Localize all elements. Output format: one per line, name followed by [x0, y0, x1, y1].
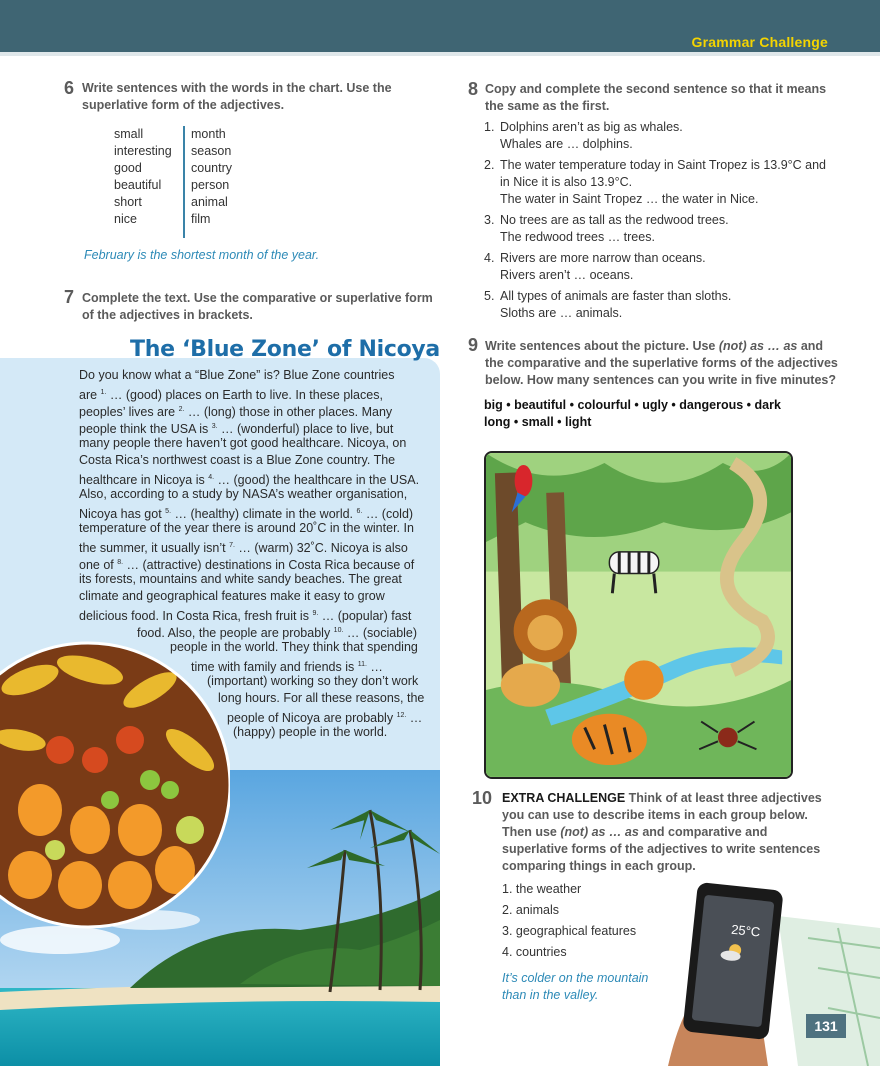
adjective: short: [114, 195, 142, 209]
list-item: 3. No trees are as tall as the redwood trees. The redwood trees … trees.: [484, 213, 729, 244]
article-line: time with family and friends is $^{11.}$ …: [191, 660, 383, 674]
chart-divider: [183, 126, 185, 238]
exercise-7-instruction: Complete the text. Use the comparative or superlative form of the adjectives in brackets.: [82, 291, 433, 322]
article-line: (important) working so they don’t work: [207, 674, 419, 688]
list-item: 4. Rivers are more narrow than oceans. Rivers aren’t … oceans.: [484, 251, 706, 282]
exercise-6-example: February is the shortest month of the year.: [84, 248, 320, 262]
article-line: healthcare in Nicoya is $^{4.}$ … (good) the healthcare in the USA.: [79, 473, 420, 487]
article-line: (happy) people in the world.: [233, 725, 388, 739]
exercise-8-instruction: Copy and complete the second sentence so that it means the same as the first.: [485, 82, 827, 113]
article-line: people think the USA is $^{3.}$ … (wonderful) place to live, but: [79, 422, 394, 436]
article-line: climate and geographical features make it easy to grow: [79, 589, 385, 603]
noun-column: [191, 126, 232, 228]
noun: month: [191, 127, 226, 141]
exercise-8-list: [484, 119, 826, 326]
article-line: people of Nicoya are probably $^{12.}$ …: [227, 711, 423, 725]
article-line: the summer, it usually isn’t $^{7.}$ … (warm) 32˚C. Nicoya is also: [79, 541, 408, 555]
adjective: interesting: [114, 144, 172, 158]
adjective: small: [114, 127, 144, 141]
article-line: one of $^{8.}$ … (attractive) destinations in Costa Rica because of: [79, 558, 415, 572]
article-line: Do you know what a “Blue Zone” is? Blue Zone countries: [79, 368, 395, 382]
list-item: 2. animals: [502, 903, 559, 917]
exercise-10-example: It’s colder on the mountain than in the valley.: [502, 971, 649, 1002]
exercise-9-number: 9: [468, 335, 479, 355]
article-line: Costa Rica’s northwest coast is a Blue Zone country. The: [79, 453, 396, 467]
noun: country: [191, 161, 232, 175]
exercise-6-instruction: Write sentences with the words in the chart. Use the superlative form of the adjectives.: [82, 81, 392, 112]
adjective-word-list: big • beautiful • colourful • ugly • dangerous • dark long • small • light: [484, 398, 781, 429]
list-item: 2. The water temperature today in Saint Tropez is 13.9°C and in Nice it is also 13.9°C. The water in Saint Tropez … the water in Nice.: [484, 158, 827, 206]
list-item: 1. Dolphins aren’t as big as whales. Whales are … dolphins.: [484, 120, 683, 151]
noun: film: [191, 212, 211, 226]
article-line: are $^{1.}$ … (good) places on Earth to live. In these places,: [79, 388, 383, 402]
article-line: peoples’ lives are $^{2.}$ … (long) those in other places. Many: [79, 405, 393, 419]
phone-temperature: 25°C: [730, 921, 761, 940]
list-item: 1. the weather: [502, 882, 582, 896]
adjective: good: [114, 161, 142, 175]
section-title: Grammar Challenge: [691, 34, 828, 50]
page-number: 131: [806, 1014, 846, 1038]
article-line: Nicoya has got $^{5.}$ … (healthy) climate in the world. $^{6.}$ … (cold): [79, 507, 414, 521]
weather-phone-photo: [668, 868, 880, 1066]
list-item: 3. geographical features: [502, 924, 637, 938]
word-chart: [114, 126, 274, 238]
article-line: delicious food. In Costa Rica, fresh fruit is $^{9.}$ … (popular) fast: [79, 609, 412, 623]
exercise-6-number: 6: [64, 78, 75, 98]
fruit-photo: [0, 640, 230, 930]
article-line: many people there haven’t got good healthcare. Nicoya, on: [79, 436, 407, 450]
article-title: The ‘Blue Zone’ of Nicoya: [130, 337, 440, 362]
exercise-10-instruction: EXTRA CHALLENGE Think of at least three adjectives you can use to describe items in each group below. Then use (not) as … as and comparative and superlative forms of the adjectives to write sentences comparing things in each group.: [502, 791, 822, 873]
exercise-7-number: 7: [64, 287, 75, 307]
article-line: long hours. For all these reasons, the: [218, 691, 425, 705]
noun: animal: [191, 195, 228, 209]
article-line: food. Also, the people are probably $^{10.}$ … (sociable): [137, 626, 418, 640]
adjective: nice: [114, 212, 137, 226]
exercise-10-number: 10: [472, 788, 493, 808]
article-line: its forests, mountains and white sandy beaches. The great: [79, 572, 402, 586]
article-line: people in the world. They think that spending: [170, 640, 418, 654]
jungle-illustration: [484, 451, 793, 779]
noun: person: [191, 178, 230, 192]
adjective: beautiful: [114, 178, 162, 192]
list-item: 5. All types of animals are faster than sloths. Sloths are … animals.: [484, 289, 732, 320]
adjective-column: [114, 126, 172, 228]
exercise-8-number: 8: [468, 79, 479, 99]
exercise-10-groups: [502, 879, 636, 963]
extra-challenge-label: EXTRA CHALLENGE: [502, 791, 626, 805]
list-item: 4. countries: [502, 945, 567, 959]
article-line: Also, according to a study by NASA’s weather organisation,: [79, 487, 408, 501]
exercise-9-instruction: Write sentences about the picture. Use (not) as … as and the comparative and the superlative forms of the adjectives below. How many sentences can you write in five minutes?: [485, 339, 838, 387]
noun: season: [191, 144, 232, 158]
article-line: temperature of the year there is around 20˚C in the winter. In: [79, 521, 414, 535]
